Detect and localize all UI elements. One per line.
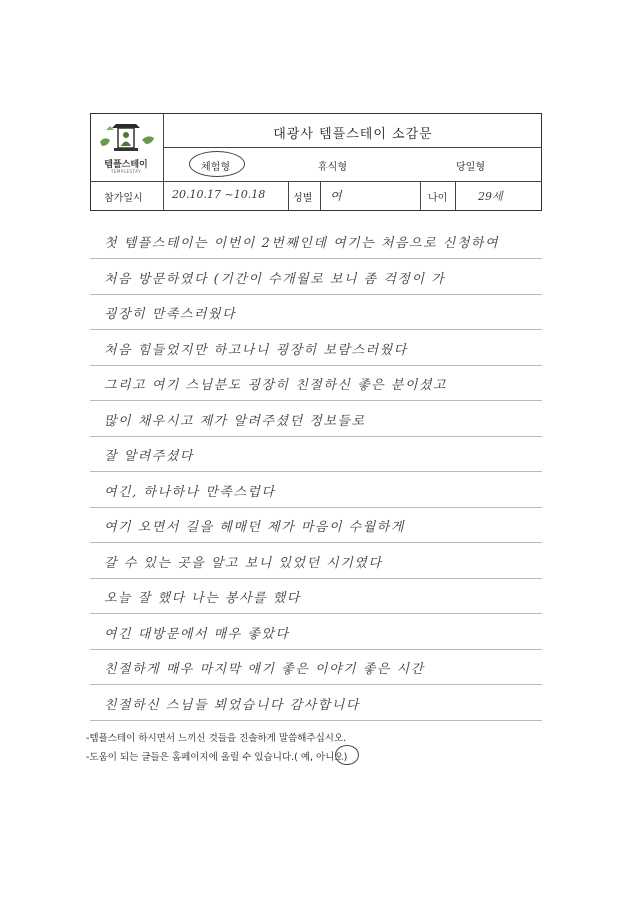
- handwritten-line: 여기 오면서 길을 헤매던 제가 마음이 수월하게: [104, 520, 405, 535]
- ruled-line: [90, 436, 542, 437]
- ruled-line: [90, 613, 542, 614]
- handwritten-line: 처음 방문하였다 (기간이 수개월로 보니 좀 걱정이 가: [104, 271, 446, 287]
- handwritten-line: 여긴, 하나하나 만족스럽다: [104, 484, 276, 500]
- table-divider: [288, 181, 289, 211]
- logo-name: 템플스테이: [104, 160, 148, 170]
- consent-circle: [335, 745, 359, 765]
- date-label: 참가일시: [104, 193, 143, 204]
- ruled-line: [90, 578, 542, 579]
- ruled-line: [90, 720, 542, 721]
- handwritten-line: 오늘 잘 했다 나는 봉사를 했다: [104, 591, 301, 606]
- age-value: 29세: [478, 190, 503, 203]
- ruled-line: [90, 507, 542, 508]
- program-type-day: 당일형: [456, 162, 485, 173]
- table-divider: [455, 181, 456, 211]
- handwritten-line: 친절하게 매우 마지막 얘기 좋은 이야기 좋은 시간: [104, 662, 425, 677]
- program-type-rest: 휴식형: [318, 162, 347, 173]
- date-value: 20.10.17 ~10.18: [172, 188, 266, 201]
- table-divider: [163, 147, 542, 148]
- handwritten-line: 여긴 대방문에서 매우 좋았다: [104, 626, 290, 642]
- handwritten-line: 처음 힘들었지만 하고나니 굉장히 보람스러웠다: [104, 342, 408, 358]
- handwritten-line: 친절하신 스님들 뵈었습니다 감사합니다: [104, 697, 360, 713]
- handwritten-line: 굉장히 만족스러웠다: [104, 307, 237, 322]
- ruled-line: [90, 542, 542, 543]
- handwritten-line: 많이 채우시고 제가 알려주셨던 정보들로: [104, 413, 366, 429]
- instruction-note: -템플스테이 하시면서 느끼신 것들을 진솔하게 말씀해주십시오.: [86, 733, 347, 744]
- ruled-line: [90, 294, 542, 295]
- handwritten-line: 잘 알려주셨다: [104, 449, 194, 464]
- handwritten-line: 갈 수 있는 곳을 알고 보니 있었던 시기였다: [104, 555, 383, 571]
- selected-type-circle: [189, 151, 245, 177]
- program-type-experience: 체험형: [201, 162, 230, 173]
- table-divider: [320, 181, 321, 211]
- ruled-line: [90, 471, 542, 472]
- ruled-line: [90, 400, 542, 401]
- table-divider: [420, 181, 421, 211]
- gender-label: 성별: [293, 193, 313, 204]
- ruled-line: [90, 365, 542, 366]
- ruled-line: [90, 329, 542, 330]
- gender-value: 여: [330, 189, 342, 203]
- age-label: 나이: [428, 193, 448, 204]
- consent-note: -도움이 되는 글들은 홈페이지에 올릴 수 있습니다.( 예, 아니오): [86, 752, 348, 763]
- temple-buddha-icon: [92, 116, 160, 160]
- logo-subtitle: TEMPLESTAY: [110, 169, 142, 174]
- handwritten-line: 첫 템플스테이는 이번이 2번째인데 여기는 처음으로 신청하여: [104, 236, 500, 251]
- ruled-line: [90, 649, 542, 650]
- ruled-line: [90, 684, 542, 685]
- handwritten-line: 그리고 여기 스님분도 굉장히 친절하신 좋은 분이셨고: [104, 378, 448, 393]
- table-divider: [90, 181, 542, 182]
- ruled-line: [90, 258, 542, 259]
- form-title: 대광사 템플스테이 소감문: [273, 127, 433, 142]
